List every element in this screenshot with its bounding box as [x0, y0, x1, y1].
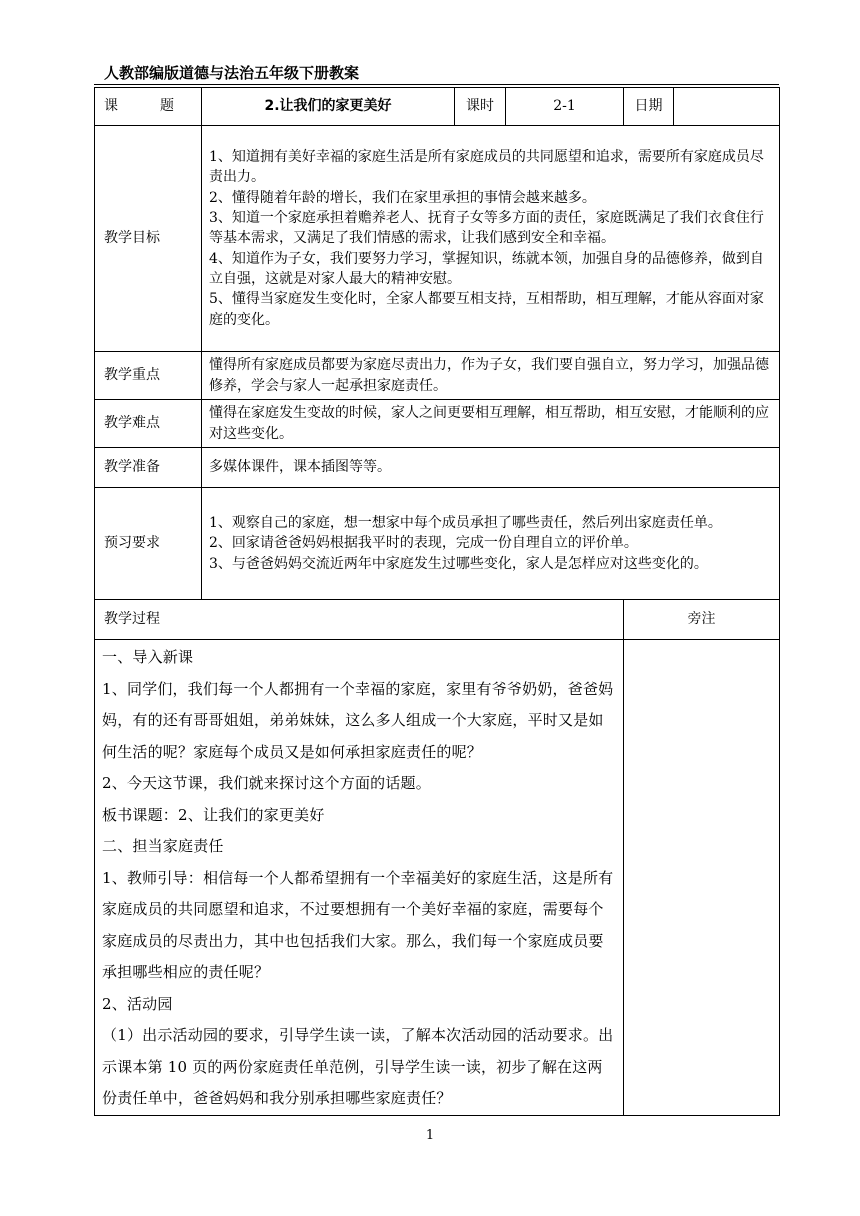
- process-label: 教学过程: [95, 600, 624, 640]
- period-value: 2-1: [506, 88, 624, 126]
- date-label: 日期: [624, 88, 674, 126]
- objective-item: 3、知道一个家庭承担着赡养老人、抚育子女等多方面的责任，家庭既满足了我们衣食住行等基本需求，又满足了我们情感的需求，让我们感到安全和幸福。: [209, 210, 764, 247]
- process-row: [95, 640, 780, 1116]
- difficulties-text: 懂得在家庭发生变故的时候，家人之间更要相互理解，相互帮助，相互安慰，才能顺利的应对这些变化。: [202, 400, 780, 448]
- objective-item: 5、懂得当家庭发生变化时，全家人都要互相支持，互相帮助，相互理解，才能从容面对家庭的变化。: [209, 291, 764, 328]
- process-paragraph: 2、活动园: [102, 994, 173, 1013]
- objective-item: 2、懂得随着年龄的增长，我们在家里承担的事情会越来越多。: [209, 189, 596, 206]
- process-paragraph: 板书课题：2、让我们的家更美好: [102, 805, 325, 824]
- side-note-area: [624, 640, 780, 1116]
- course-label-cell: [95, 88, 202, 126]
- page-number: 1: [425, 1128, 435, 1143]
- key-points-row: [95, 352, 780, 400]
- lesson-plan-table: [94, 87, 780, 1116]
- process-paragraph: （1）出示活动园的要求，引导学生读一读，了解本次活动园的活动要求。出示课本第 10 页的两份家庭责任单范例，引导学生读一读，初步了解在这两份责任单中，爸爸妈妈和我分别承担哪些家庭责任？: [102, 1026, 614, 1107]
- difficulties-label: 教学难点: [95, 400, 202, 448]
- side-note-label: 旁注: [624, 600, 780, 640]
- objectives-content: [202, 126, 780, 352]
- process-paragraph: 一、导入新课: [102, 648, 194, 666]
- preview-item: 1、观察自己的家庭，想一想家中每个成员承担了哪些责任，然后列出家庭责任单。: [209, 515, 722, 532]
- objective-item: 1、知道拥有美好幸福的家庭生活是所有家庭成员的共同愿望和追求，需要所有家庭成员尽责出力。: [209, 149, 764, 186]
- key-points-label: 教学重点: [95, 352, 202, 400]
- date-value: [674, 88, 780, 126]
- objectives-label: 教学目标: [95, 126, 202, 352]
- key-points-text: 懂得所有家庭成员都要为家庭尽责出力，作为子女，我们要自强自立，努力学习，加强品德修养，学会与家人一起承担家庭责任。: [202, 352, 780, 400]
- process-paragraph: 1、同学们，我们每一个人都拥有一个幸福的家庭，家里有爷爷奶奶，爸爸妈妈，有的还有哥哥姐姐，弟弟妹妹，这么多人组成一个大家庭，平时又是如何生活的呢？家庭每个成员又是如何承担家庭责任的呢？: [102, 679, 614, 761]
- header-rule: [94, 84, 779, 85]
- preview-content: [202, 488, 780, 600]
- objective-item: 4、知道作为子女，我们要努力学习，掌握知识，练就本领，加强自身的品德修养，做到自立自强，这就是对家人最大的精神安慰。: [209, 250, 764, 287]
- course-label-1: 课: [104, 98, 118, 115]
- difficulties-row: [95, 400, 780, 448]
- preview-label: 预习要求: [95, 488, 202, 600]
- preview-item: 2、回家请爸爸妈妈根据我平时的表现，完成一份自理自立的评价单。: [209, 535, 638, 552]
- lesson-title: 2.让我们的家更美好: [202, 88, 455, 126]
- preview-row: [95, 488, 780, 600]
- process-paragraph: 1、教师引导：相信每一个人都希望拥有一个幸福美好的家庭生活，这是所有家庭成员的共同愿望和追求，不过要想拥有一个美好幸福的家庭，需要每个家庭成员的尽责出力，其中也包括我们大家。那么，我们每一个家庭成员要承担哪些相应的责任呢？: [102, 868, 614, 981]
- process-paragraph: 2、今天这节课，我们就来探讨这个方面的话题。: [102, 774, 431, 792]
- objectives-row: [95, 126, 780, 352]
- period-label: 课时: [455, 88, 506, 126]
- process-paragraph: 二、担当家庭责任: [102, 837, 224, 855]
- preparation-label: 教学准备: [95, 448, 202, 488]
- title-row: [95, 88, 780, 126]
- document-title: 人教部编版道德与法治五年级下册教案: [104, 64, 360, 82]
- process-header-row: [95, 600, 780, 640]
- preparation-text: 多媒体课件，课本插图等等。: [202, 448, 780, 488]
- preparation-row: [95, 448, 780, 488]
- preview-item: 3、与爸爸妈妈交流近两年中家庭发生过哪些变化，家人是怎样应对这些变化的。: [209, 555, 708, 572]
- course-label-2: 题: [160, 98, 174, 115]
- process-content: [95, 640, 624, 1116]
